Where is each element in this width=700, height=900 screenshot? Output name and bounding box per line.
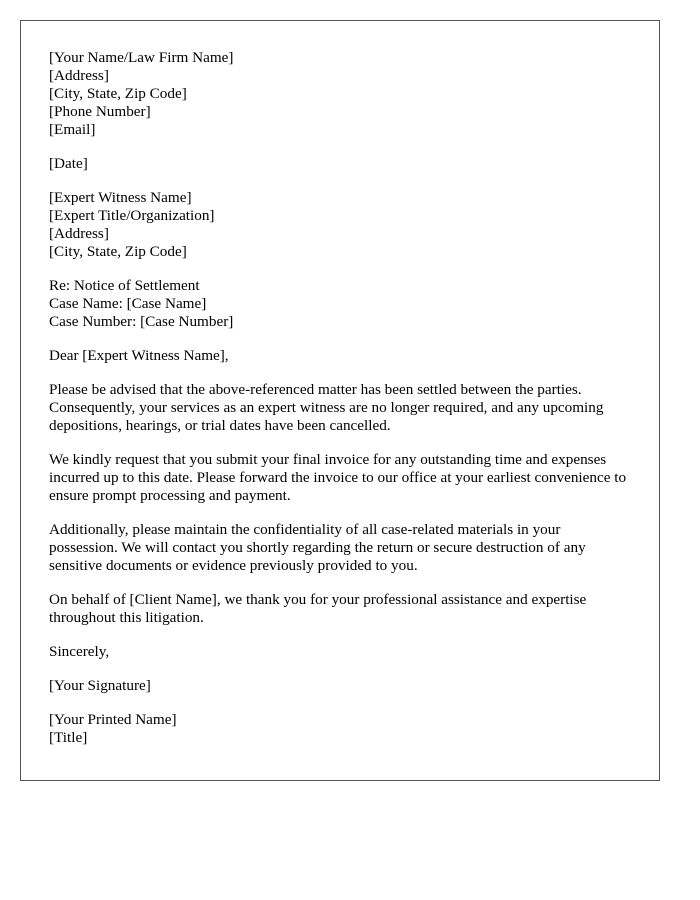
sender-email: [Email] (49, 121, 96, 138)
salutation: Dear [Expert Witness Name], (49, 347, 229, 364)
reference-case-name: Case Name: [Case Name] (49, 295, 207, 312)
sender-address: [Address] (49, 67, 109, 84)
signer-title: [Title] (49, 729, 88, 746)
sender-phone: [Phone Number] (49, 103, 151, 120)
recipient-title-org: [Expert Title/Organization] (49, 207, 215, 224)
signer-printed-name: [Your Printed Name] (49, 711, 177, 728)
body-paragraph-invoice: We kindly request that you submit your final invoice for any outstanding time and expenses incurred up to this date. Please forward the invoice to our office at your earliest convenience to ensure prompt processing and payment. (49, 451, 627, 504)
reference-block (49, 277, 631, 331)
salutation-block (49, 347, 631, 365)
signer-block (49, 711, 631, 747)
signature-block (49, 677, 631, 695)
reference-subject: Re: Notice of Settlement (49, 277, 200, 294)
recipient-city-state-zip: [City, State, Zip Code] (49, 243, 187, 260)
sender-city-state-zip: [City, State, Zip Code] (49, 85, 187, 102)
closing-block (49, 643, 631, 661)
sender-name: [Your Name/Law Firm Name] (49, 49, 234, 66)
recipient-block (49, 189, 631, 261)
date-block (49, 155, 631, 173)
reference-case-number: Case Number: [Case Number] (49, 313, 234, 330)
recipient-address: [Address] (49, 225, 109, 242)
body-paragraph-thanks: On behalf of [Client Name], we thank you for your professional assistance and expertise throughout this litigation. (49, 591, 587, 626)
closing: Sincerely, (49, 643, 110, 660)
recipient-name: [Expert Witness Name] (49, 189, 192, 206)
body-paragraph-settlement: Please be advised that the above-referenced matter has been settled between the parties. Consequently, your services as an expert witness are no longer required, and any upcoming depositions, hearings, or trial dates have been cancelled. (49, 381, 604, 434)
sender-block (49, 49, 631, 139)
letter-page (20, 20, 660, 781)
letter-date: [Date] (49, 155, 88, 172)
body-paragraph-confidentiality: Additionally, please maintain the confidentiality of all case-related materials in your possession. We will contact you shortly regarding the return or secure destruction of any sensitive documents or evidence previously provided to you. (49, 521, 586, 574)
signature: [Your Signature] (49, 677, 151, 694)
